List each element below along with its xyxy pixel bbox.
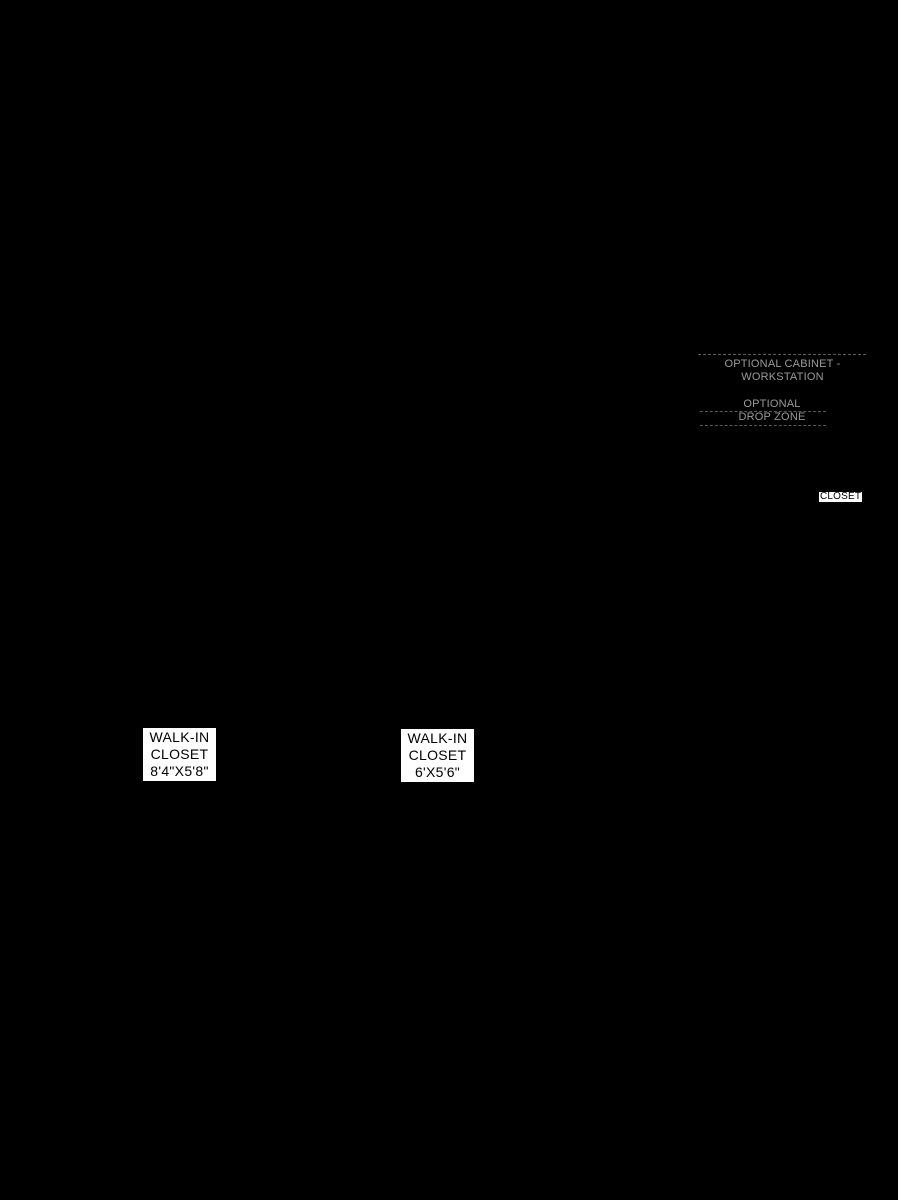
optional-drop-zone-label bbox=[717, 398, 827, 424]
walk-in-closet-1-line-1: WALK-IN bbox=[149, 729, 210, 745]
walk-in-closet-2-label bbox=[401, 729, 474, 782]
closet-label: CLOSET bbox=[820, 491, 862, 502]
walk-in-closet-2-line-1: WALK-IN bbox=[407, 730, 468, 746]
walk-in-closet-1-line-2: CLOSET bbox=[150, 746, 209, 762]
drop-zone-line-1: OPTIONAL bbox=[743, 398, 801, 410]
walk-in-closet-1-dimensions: 8'4"X5'8" bbox=[150, 763, 209, 779]
drop-zone-dashed-line-bottom bbox=[700, 425, 826, 426]
walk-in-closet-2-dimensions: 6'X5'6" bbox=[414, 764, 461, 780]
optional-cabinet-dashed-line bbox=[698, 354, 866, 355]
optional-cabinet-label bbox=[700, 358, 865, 384]
optional-cabinet-line-2: WORKSTATION bbox=[741, 371, 824, 383]
optional-cabinet-line-1: OPTIONAL CABINET - bbox=[724, 358, 841, 370]
drop-zone-line-2: DROP ZONE bbox=[738, 411, 806, 423]
walk-in-closet-1-label bbox=[143, 728, 216, 781]
walk-in-closet-2-line-2: CLOSET bbox=[408, 747, 467, 763]
